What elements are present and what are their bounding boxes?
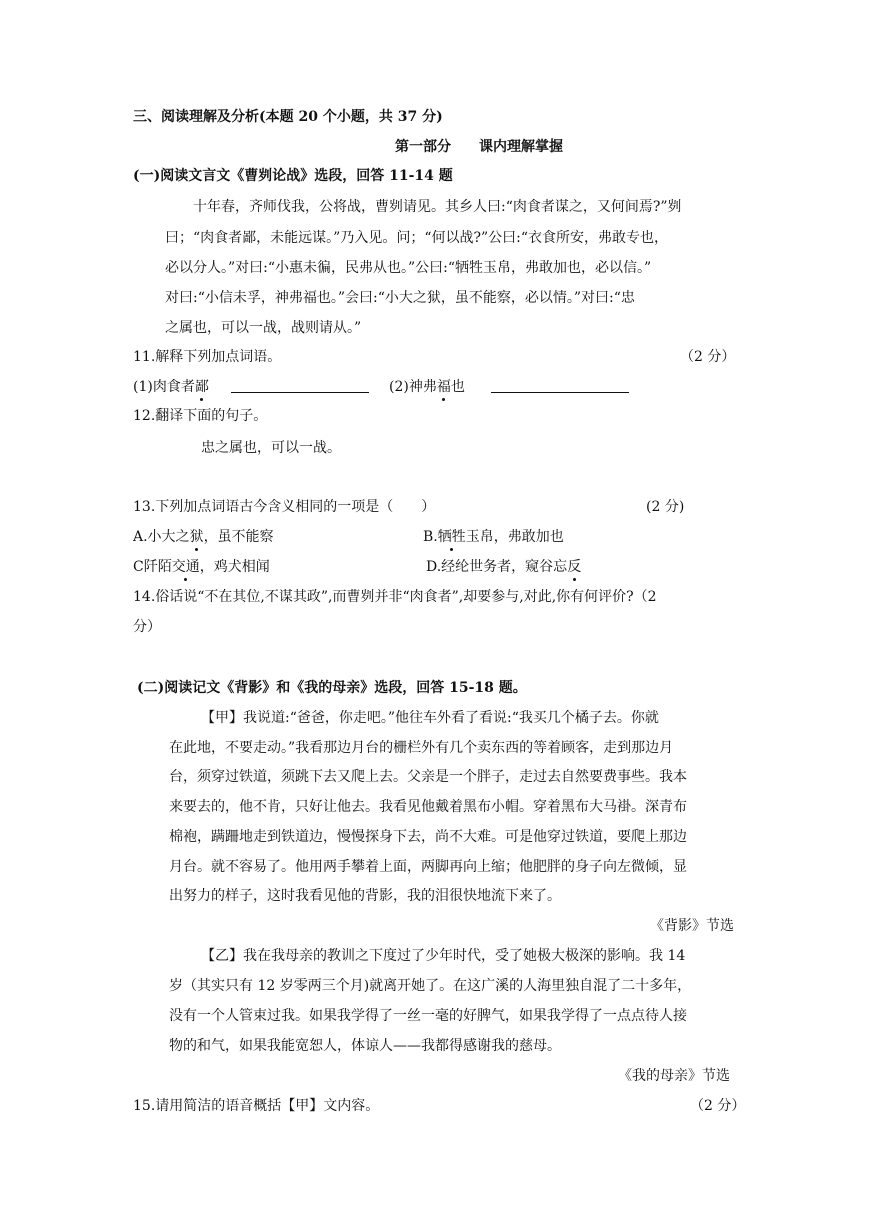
- passage-jia-line: 在此地，不要走动。”我看那边月台的栅栏外有几个卖东西的等着顾客，走到那边月: [169, 740, 674, 756]
- question-13-score: (2 分): [646, 499, 685, 515]
- option-text: 玉帛，弗敢加也: [465, 529, 564, 545]
- question-15: 15.请用简洁的语音概括【甲】文内容。: [133, 1098, 380, 1114]
- source-beiying: 《背影》节选: [650, 918, 734, 934]
- passage-jia-line: 出努力的样子，这时我看见他的背影，我的泪很快地流下来了。: [169, 888, 561, 904]
- passage-jia-line: 来要去的，他不肯，只好让他去。我看见他戴着黑布小帽。穿着黑布大马褂。深青布: [169, 799, 687, 815]
- answer-blank-1[interactable]: [231, 378, 369, 393]
- item-text: 也: [450, 379, 465, 395]
- item-text: (1)肉食者: [133, 379, 195, 395]
- dotted-word: 福: [436, 379, 451, 395]
- dotted-word: 交通: [171, 559, 200, 575]
- passage-jia-line: 台，须穿过铁道，须跳下去又爬上去。父亲是一个胖子，走过去自然要费事些。我本: [169, 769, 687, 785]
- dotted-word: 狱: [189, 529, 204, 545]
- question-12-sentence: 忠之属也，可以一战。: [201, 440, 341, 456]
- option-c: [133, 557, 270, 577]
- question-11-score: （2 分）: [680, 349, 736, 365]
- item-text: (2)神弗: [389, 379, 437, 395]
- passage-yi-line: 没有一个人管束过我。如果我学得了一丝一毫的好脾气，如果我学得了一点点待人接: [169, 1008, 687, 1024]
- passage-jia-line: 棉袍，蹒跚地走到铁道边，慢慢探身下去，尚不大难。可是他穿过铁道，要爬上那边: [169, 829, 687, 845]
- classical-line: 十年春，齐师伐我，公将战，曹刿请见。其乡人曰:“肉食者谋之，又何间焉?”刿: [193, 199, 682, 215]
- classical-line: 对曰:“小信未孚，神弗福也。”会曰:“小大之狱，虽不能察，必以情。”对曰:“忠: [165, 290, 635, 306]
- passage-yi-line: 物的和气，如果我能宽恕人，体谅人——我都得感谢我的慈母。: [169, 1038, 561, 1054]
- question-11-item-2: [389, 377, 465, 397]
- answer-blank-2[interactable]: [491, 378, 629, 393]
- question-14-line: 分）: [133, 619, 161, 635]
- option-text: C阡陌: [133, 559, 172, 575]
- question-11-item-1: [133, 377, 209, 397]
- source-my-mother: 《我的母亲》节选: [618, 1068, 730, 1084]
- passage-jia-line: 月台。就不容易了。他用两手攀着上面，两脚再向上缩；他肥胖的身子向左微倾，显: [169, 859, 687, 875]
- question-15-score: （2 分）: [690, 1098, 746, 1114]
- classical-line: 必以分人。”对曰:“小惠未徧，民弗从也。”公曰:“牺牲玉帛，弗敢加也，必以信。”: [165, 260, 652, 276]
- classical-heading: (一)阅读文言文《曹刿论战》选段，回答 11-14 题: [133, 168, 453, 184]
- classical-line: 曰；“肉食者鄙，未能远谋。”乃入见。问；“何以战?”公曰:“衣食所安，弗敢专也，: [165, 230, 669, 246]
- option-text: B.: [423, 529, 438, 545]
- option-text: ，鸡犬相闻: [199, 559, 270, 575]
- question-14-line: 14.俗话说“不在其位,不谋其政”,而曹刿并非“肉食者”,却要参与,对此,你有何评价?（2: [133, 589, 657, 605]
- dotted-word: 鄙: [194, 379, 209, 395]
- option-d: [426, 557, 581, 577]
- passage-yi-line: 【乙】我在我母亲的教训之下度过了少年时代，受了她极大极深的影响。我 14: [201, 948, 686, 964]
- option-a: [133, 527, 274, 547]
- question-11: 11.解释下列加点词语。: [133, 349, 282, 365]
- option-b: [423, 527, 564, 547]
- section-title: 三、阅读理解及分析(本题 20 个小题，共 37 分): [133, 109, 443, 125]
- option-text: D.经纶世务者，窥谷忘: [426, 559, 568, 575]
- option-text: ，虽不能察: [203, 529, 274, 545]
- part-title: 第一部分 课内理解掌握: [395, 139, 563, 155]
- classical-line: 之属也，可以一战，战则请从。”: [165, 320, 362, 336]
- question-13: 13.下列加点词语古今含义相同的一项是（ ）: [133, 499, 436, 515]
- option-text: A.小大之: [133, 529, 190, 545]
- dotted-word: 牺牲: [437, 529, 466, 545]
- dotted-word: 反: [567, 559, 582, 575]
- modern-heading: (二)阅读记文《背影》和《我的母亲》选段，回答 15-18 题。: [137, 680, 527, 696]
- passage-yi-line: 岁（其实只有 12 岁零两三个月)就离开她了。在这广溪的人海里独自混了二十多年，: [169, 978, 692, 994]
- question-12: 12.翻译下面的句子。: [133, 408, 268, 424]
- passage-jia-line: 【甲】我说道:“爸爸，你走吧。”他往车外看了看说:“我买几个橘子去。你就: [201, 710, 659, 726]
